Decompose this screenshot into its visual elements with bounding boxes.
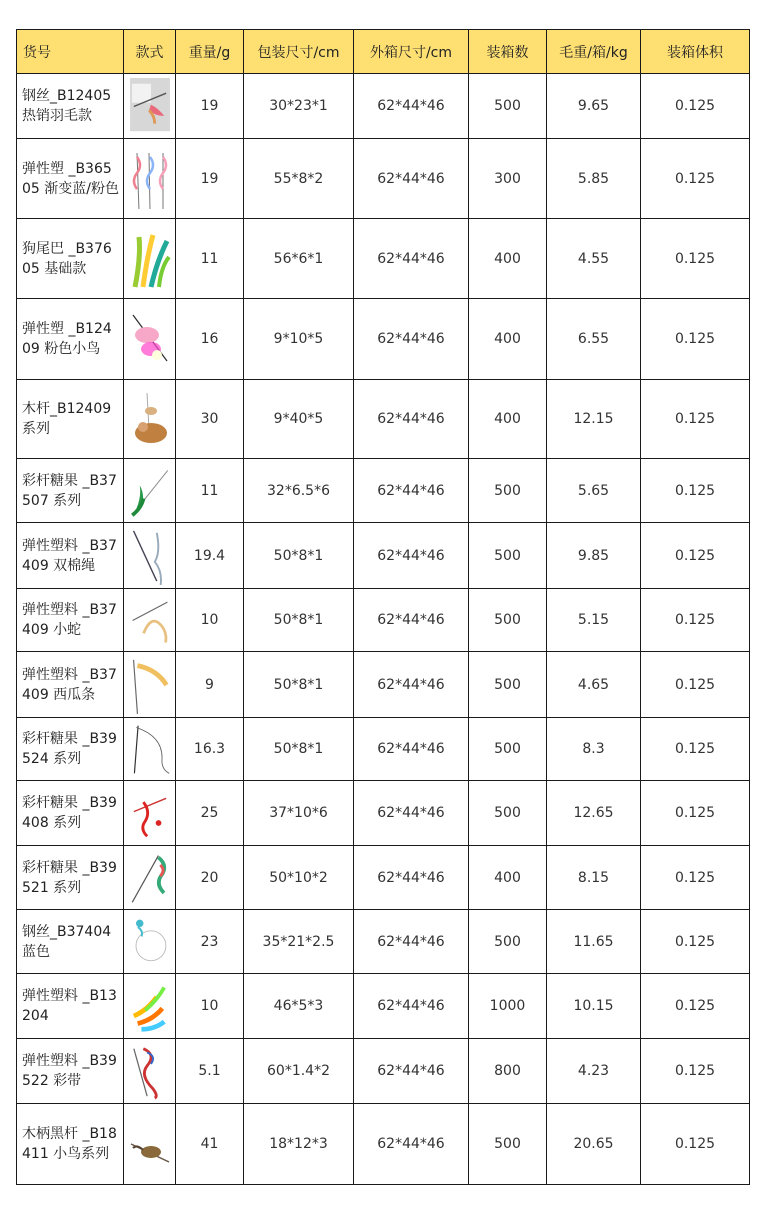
product-image	[129, 850, 171, 906]
gross-weight-cell: 8.3	[547, 718, 641, 781]
weight-cell: 5.1	[176, 1039, 244, 1104]
weight-cell: 11	[176, 219, 244, 299]
table-row	[17, 846, 750, 910]
product-thumbnail	[124, 974, 176, 1039]
product-image	[129, 914, 171, 970]
carton-size-cell: 62*44*46	[354, 1104, 469, 1185]
product-item-no: 钢丝_B37404 蓝色	[17, 910, 124, 974]
qty-per-carton-cell: 500	[469, 1104, 547, 1185]
product-thumbnail	[124, 781, 176, 846]
carton-size-cell: 62*44*46	[354, 589, 469, 652]
carton-volume-cell: 0.125	[641, 1104, 750, 1185]
header-qty-per-carton: 装箱数	[469, 30, 547, 74]
table-row	[17, 1039, 750, 1104]
product-item-no: 狗尾巴 _B37605 基础款	[17, 219, 124, 299]
package-size-cell: 50*10*2	[244, 846, 354, 910]
header-carton-size: 外箱尺寸/cm	[354, 30, 469, 74]
weight-cell: 9	[176, 652, 244, 718]
carton-volume-cell: 0.125	[641, 1039, 750, 1104]
product-image	[129, 389, 171, 449]
product-item-no: 彩杆糖果 _B39521 系列	[17, 846, 124, 910]
weight-cell: 10	[176, 589, 244, 652]
package-size-cell: 46*5*3	[244, 974, 354, 1039]
table-row	[17, 718, 750, 781]
qty-per-carton-cell: 500	[469, 523, 547, 589]
product-item-no: 弹性塑料 _B37409 西瓜条	[17, 652, 124, 718]
table-row	[17, 219, 750, 299]
carton-volume-cell: 0.125	[641, 139, 750, 219]
product-thumbnail	[124, 523, 176, 589]
product-thumbnail	[124, 910, 176, 974]
product-image	[129, 78, 171, 135]
qty-per-carton-cell: 500	[469, 459, 547, 523]
carton-size-cell: 62*44*46	[354, 846, 469, 910]
product-thumbnail	[124, 1104, 176, 1185]
carton-volume-cell: 0.125	[641, 974, 750, 1039]
qty-per-carton-cell: 400	[469, 219, 547, 299]
carton-volume-cell: 0.125	[641, 380, 750, 459]
carton-volume-cell: 0.125	[641, 523, 750, 589]
header-carton-volume: 装箱体积	[641, 30, 750, 74]
product-thumbnail	[124, 1039, 176, 1104]
gross-weight-cell: 5.85	[547, 139, 641, 219]
weight-cell: 19	[176, 139, 244, 219]
table-row	[17, 380, 750, 459]
product-item-no: 弹性塑料 _B37409 双棉绳	[17, 523, 124, 589]
carton-volume-cell: 0.125	[641, 718, 750, 781]
package-size-cell: 50*8*1	[244, 718, 354, 781]
gross-weight-cell: 6.55	[547, 299, 641, 380]
table-row	[17, 652, 750, 718]
product-item-no: 弹性塑 _B36505 渐变蓝/粉色	[17, 139, 124, 219]
product-image	[129, 527, 171, 585]
table-row	[17, 589, 750, 652]
table-row	[17, 781, 750, 846]
carton-volume-cell: 0.125	[641, 846, 750, 910]
package-size-cell: 18*12*3	[244, 1104, 354, 1185]
table-body	[17, 74, 750, 1185]
product-thumbnail	[124, 380, 176, 459]
carton-size-cell: 62*44*46	[354, 523, 469, 589]
product-thumbnail	[124, 652, 176, 718]
header-row	[17, 30, 750, 74]
weight-cell: 16.3	[176, 718, 244, 781]
product-item-no: 彩杆糖果 _B39524 系列	[17, 718, 124, 781]
qty-per-carton-cell: 300	[469, 139, 547, 219]
qty-per-carton-cell: 500	[469, 718, 547, 781]
carton-size-cell: 62*44*46	[354, 380, 469, 459]
carton-size-cell: 62*44*46	[354, 139, 469, 219]
header-style: 款式	[124, 30, 176, 74]
carton-size-cell: 62*44*46	[354, 781, 469, 846]
carton-size-cell: 62*44*46	[354, 1039, 469, 1104]
carton-volume-cell: 0.125	[641, 459, 750, 523]
table-row	[17, 299, 750, 380]
header-package-size: 包装尺寸/cm	[244, 30, 354, 74]
table-row	[17, 910, 750, 974]
package-size-cell: 32*6.5*6	[244, 459, 354, 523]
weight-cell: 30	[176, 380, 244, 459]
product-image	[129, 1043, 171, 1100]
product-item-no: 钢丝_B12405 热销羽毛款	[17, 74, 124, 139]
product-image	[129, 593, 171, 648]
product-thumbnail	[124, 718, 176, 781]
product-thumbnail	[124, 846, 176, 910]
carton-size-cell: 62*44*46	[354, 459, 469, 523]
carton-size-cell: 62*44*46	[354, 74, 469, 139]
gross-weight-cell: 4.23	[547, 1039, 641, 1104]
product-item-no: 弹性塑 _B12409 粉色小鸟	[17, 299, 124, 380]
carton-size-cell: 62*44*46	[354, 974, 469, 1039]
carton-size-cell: 62*44*46	[354, 219, 469, 299]
header-item-no: 货号	[17, 30, 124, 74]
qty-per-carton-cell: 800	[469, 1039, 547, 1104]
gross-weight-cell: 10.15	[547, 974, 641, 1039]
qty-per-carton-cell: 500	[469, 74, 547, 139]
gross-weight-cell: 9.85	[547, 523, 641, 589]
carton-size-cell: 62*44*46	[354, 299, 469, 380]
product-thumbnail	[124, 74, 176, 139]
weight-cell: 10	[176, 974, 244, 1039]
table-row	[17, 1104, 750, 1185]
product-image	[129, 463, 171, 519]
table-row	[17, 139, 750, 219]
header-weight: 重量/g	[176, 30, 244, 74]
gross-weight-cell: 4.55	[547, 219, 641, 299]
product-item-no: 木杆_B12409 系列	[17, 380, 124, 459]
package-size-cell: 50*8*1	[244, 523, 354, 589]
gross-weight-cell: 9.65	[547, 74, 641, 139]
carton-volume-cell: 0.125	[641, 910, 750, 974]
weight-cell: 20	[176, 846, 244, 910]
carton-volume-cell: 0.125	[641, 219, 750, 299]
product-thumbnail	[124, 589, 176, 652]
gross-weight-cell: 12.65	[547, 781, 641, 846]
package-size-cell: 50*8*1	[244, 652, 354, 718]
weight-cell: 19	[176, 74, 244, 139]
weight-cell: 41	[176, 1104, 244, 1185]
package-size-cell: 9*10*5	[244, 299, 354, 380]
gross-weight-cell: 4.65	[547, 652, 641, 718]
product-item-no: 彩杆糖果 _B39408 系列	[17, 781, 124, 846]
table-row	[17, 974, 750, 1039]
carton-size-cell: 62*44*46	[354, 910, 469, 974]
qty-per-carton-cell: 1000	[469, 974, 547, 1039]
package-size-cell: 60*1.4*2	[244, 1039, 354, 1104]
product-item-no: 彩杆糖果 _B37507 系列	[17, 459, 124, 523]
qty-per-carton-cell: 400	[469, 380, 547, 459]
product-thumbnail	[124, 459, 176, 523]
qty-per-carton-cell: 500	[469, 910, 547, 974]
product-image	[129, 1114, 171, 1174]
carton-volume-cell: 0.125	[641, 589, 750, 652]
product-image	[129, 978, 171, 1035]
package-size-cell: 30*23*1	[244, 74, 354, 139]
carton-volume-cell: 0.125	[641, 299, 750, 380]
header-gross-weight: 毛重/箱/kg	[547, 30, 641, 74]
carton-size-cell: 62*44*46	[354, 718, 469, 781]
gross-weight-cell: 12.15	[547, 380, 641, 459]
weight-cell: 16	[176, 299, 244, 380]
gross-weight-cell: 11.65	[547, 910, 641, 974]
weight-cell: 19.4	[176, 523, 244, 589]
gross-weight-cell: 5.15	[547, 589, 641, 652]
table-row	[17, 459, 750, 523]
product-item-no: 弹性塑料 _B13204	[17, 974, 124, 1039]
qty-per-carton-cell: 400	[469, 299, 547, 380]
table-row	[17, 74, 750, 139]
product-thumbnail	[124, 299, 176, 380]
product-image	[129, 229, 171, 289]
product-item-no: 弹性塑料 _B39522 彩带	[17, 1039, 124, 1104]
gross-weight-cell: 5.65	[547, 459, 641, 523]
table-row	[17, 523, 750, 589]
package-size-cell: 55*8*2	[244, 139, 354, 219]
package-size-cell: 35*21*2.5	[244, 910, 354, 974]
product-image	[129, 149, 171, 209]
product-image	[129, 722, 171, 777]
package-size-cell: 56*6*1	[244, 219, 354, 299]
weight-cell: 25	[176, 781, 244, 846]
package-size-cell: 50*8*1	[244, 589, 354, 652]
gross-weight-cell: 8.15	[547, 846, 641, 910]
qty-per-carton-cell: 400	[469, 846, 547, 910]
weight-cell: 11	[176, 459, 244, 523]
product-thumbnail	[124, 139, 176, 219]
product-item-no: 弹性塑料 _B37409 小蛇	[17, 589, 124, 652]
carton-volume-cell: 0.125	[641, 74, 750, 139]
carton-volume-cell: 0.125	[641, 781, 750, 846]
qty-per-carton-cell: 500	[469, 781, 547, 846]
qty-per-carton-cell: 500	[469, 589, 547, 652]
carton-volume-cell: 0.125	[641, 652, 750, 718]
product-thumbnail	[124, 219, 176, 299]
product-image	[129, 309, 171, 369]
gross-weight-cell: 20.65	[547, 1104, 641, 1185]
carton-size-cell: 62*44*46	[354, 652, 469, 718]
product-image	[129, 656, 171, 714]
product-item-no: 木柄黑杆 _B18411 小鸟系列	[17, 1104, 124, 1185]
product-image	[129, 785, 171, 842]
qty-per-carton-cell: 500	[469, 652, 547, 718]
package-size-cell: 9*40*5	[244, 380, 354, 459]
package-size-cell: 37*10*6	[244, 781, 354, 846]
product-spec-table	[16, 29, 750, 1185]
weight-cell: 23	[176, 910, 244, 974]
